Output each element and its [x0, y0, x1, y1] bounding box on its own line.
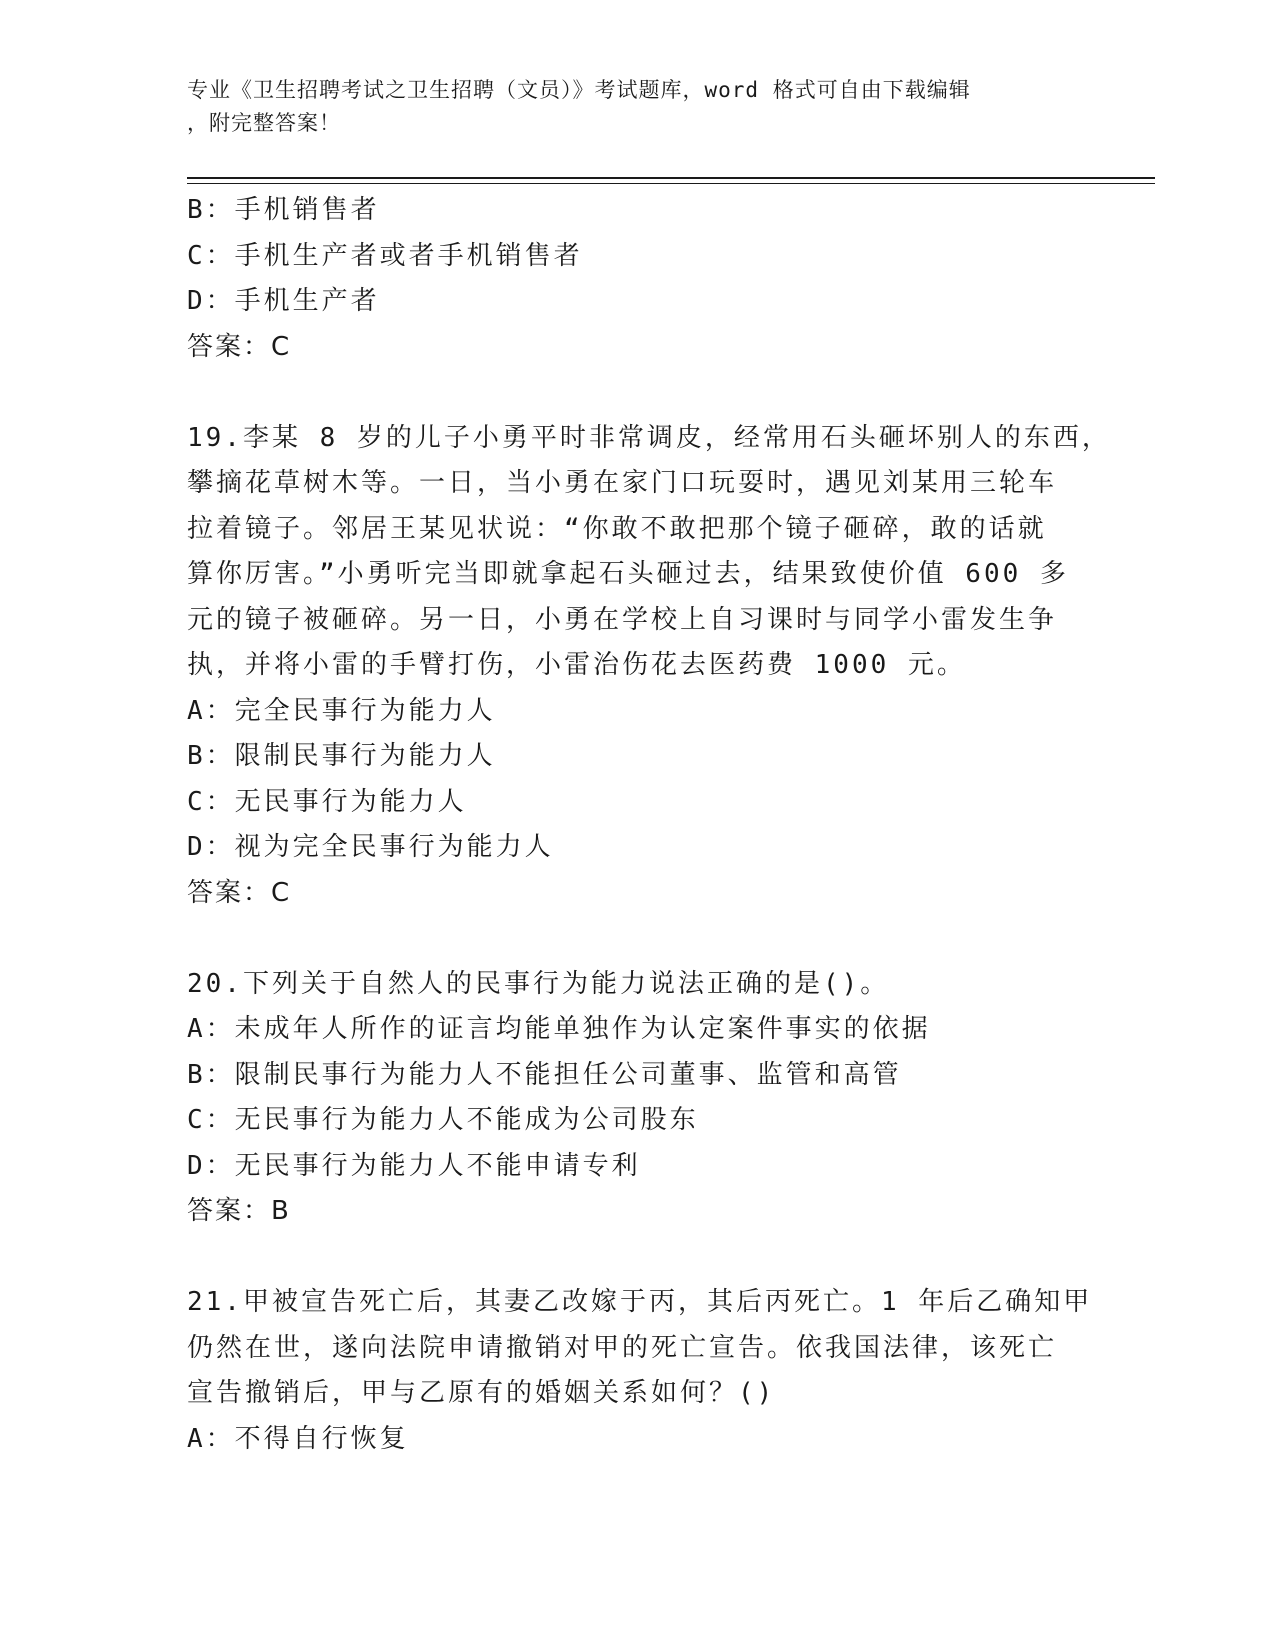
answer-line: 答案：C — [187, 331, 292, 362]
question-19-stem-line: 19.李某 8 岁的儿子小勇平时非常调皮，经常用石头砸坏别人的东西， — [187, 422, 1111, 453]
spacer — [187, 1235, 1087, 1281]
question-21-stem-line: 宣告撤销后，甲与乙原有的婚姻关系如何？() — [187, 1378, 776, 1408]
question-21-stem-line: 仍然在世，遂向法院申请撤销对甲的死亡宣告。依我国法律，该死亡 — [187, 1332, 1058, 1363]
question-19-stem-line: 元的镜子被砸碎。另一日，小勇在学校上自习课时与同学小雷发生争 — [187, 604, 1058, 635]
question-19-option-b: B：限制民事行为能力人 — [187, 741, 496, 771]
question-19-option-c: C：无民事行为能力人 — [187, 786, 467, 817]
header-divider-thin — [187, 183, 1155, 184]
question-20-option-a: A：未成年人所作的证言均能单独作为认定案件事实的依据 — [187, 1014, 931, 1044]
question-19-stem-line: 执，并将小雷的手臂打伤，小雷治伤花去医药费 1000 元。 — [187, 650, 966, 680]
option-c: C：手机生产者或者手机销售者 — [187, 240, 583, 271]
question-20-answer: 答案：B — [187, 1196, 291, 1226]
question-19-stem-line: 拉着镜子。邻居王某见状说：“你敢不敢把那个镜子砸碎，敢的话就 — [187, 513, 1047, 544]
option-b: B：手机销售者 — [187, 195, 380, 225]
spacer — [187, 916, 1087, 962]
spacer — [187, 370, 1087, 416]
question-21-option-a: A：不得自行恢复 — [187, 1423, 409, 1454]
question-19-stem-line: 攀摘花草树木等。一日，当小勇在家门口玩耍时，遇见刘某用三轮车 — [187, 468, 1058, 498]
question-content — [187, 188, 1111, 1462]
question-20-option-b: B：限制民事行为能力人不能担任公司董事、监管和高管 — [187, 1059, 902, 1090]
header-divider-thick — [187, 177, 1155, 179]
question-19-stem-line: 算你厉害。”小勇听完当即就拿起石头砸过去，结果致使价值 600 多 — [187, 559, 1069, 589]
question-20-stem-line: 20.下列关于自然人的民事行为能力说法正确的是()。 — [187, 968, 890, 999]
question-20-option-c: C：无民事行为能力人不能成为公司股东 — [187, 1105, 699, 1135]
option-d: D：手机生产者 — [187, 286, 380, 316]
question-21-stem-line: 21.甲被宣告死亡后，其妻乙改嫁于丙，其后丙死亡。1 年后乙确知甲 — [187, 1287, 1093, 1317]
question-19-answer: 答案：C — [187, 877, 292, 908]
question-19-option-a: A：完全民事行为能力人 — [187, 695, 496, 726]
document-header-title: 专业《卫生招聘考试之卫生招聘（文员）》考试题库，word 格式可自由下载编辑 ，附完整答案！ — [187, 78, 971, 135]
question-20-option-d: D：无民事行为能力人不能申请专利 — [187, 1150, 641, 1181]
question-19-option-d: D：视为完全民事行为能力人 — [187, 832, 554, 862]
